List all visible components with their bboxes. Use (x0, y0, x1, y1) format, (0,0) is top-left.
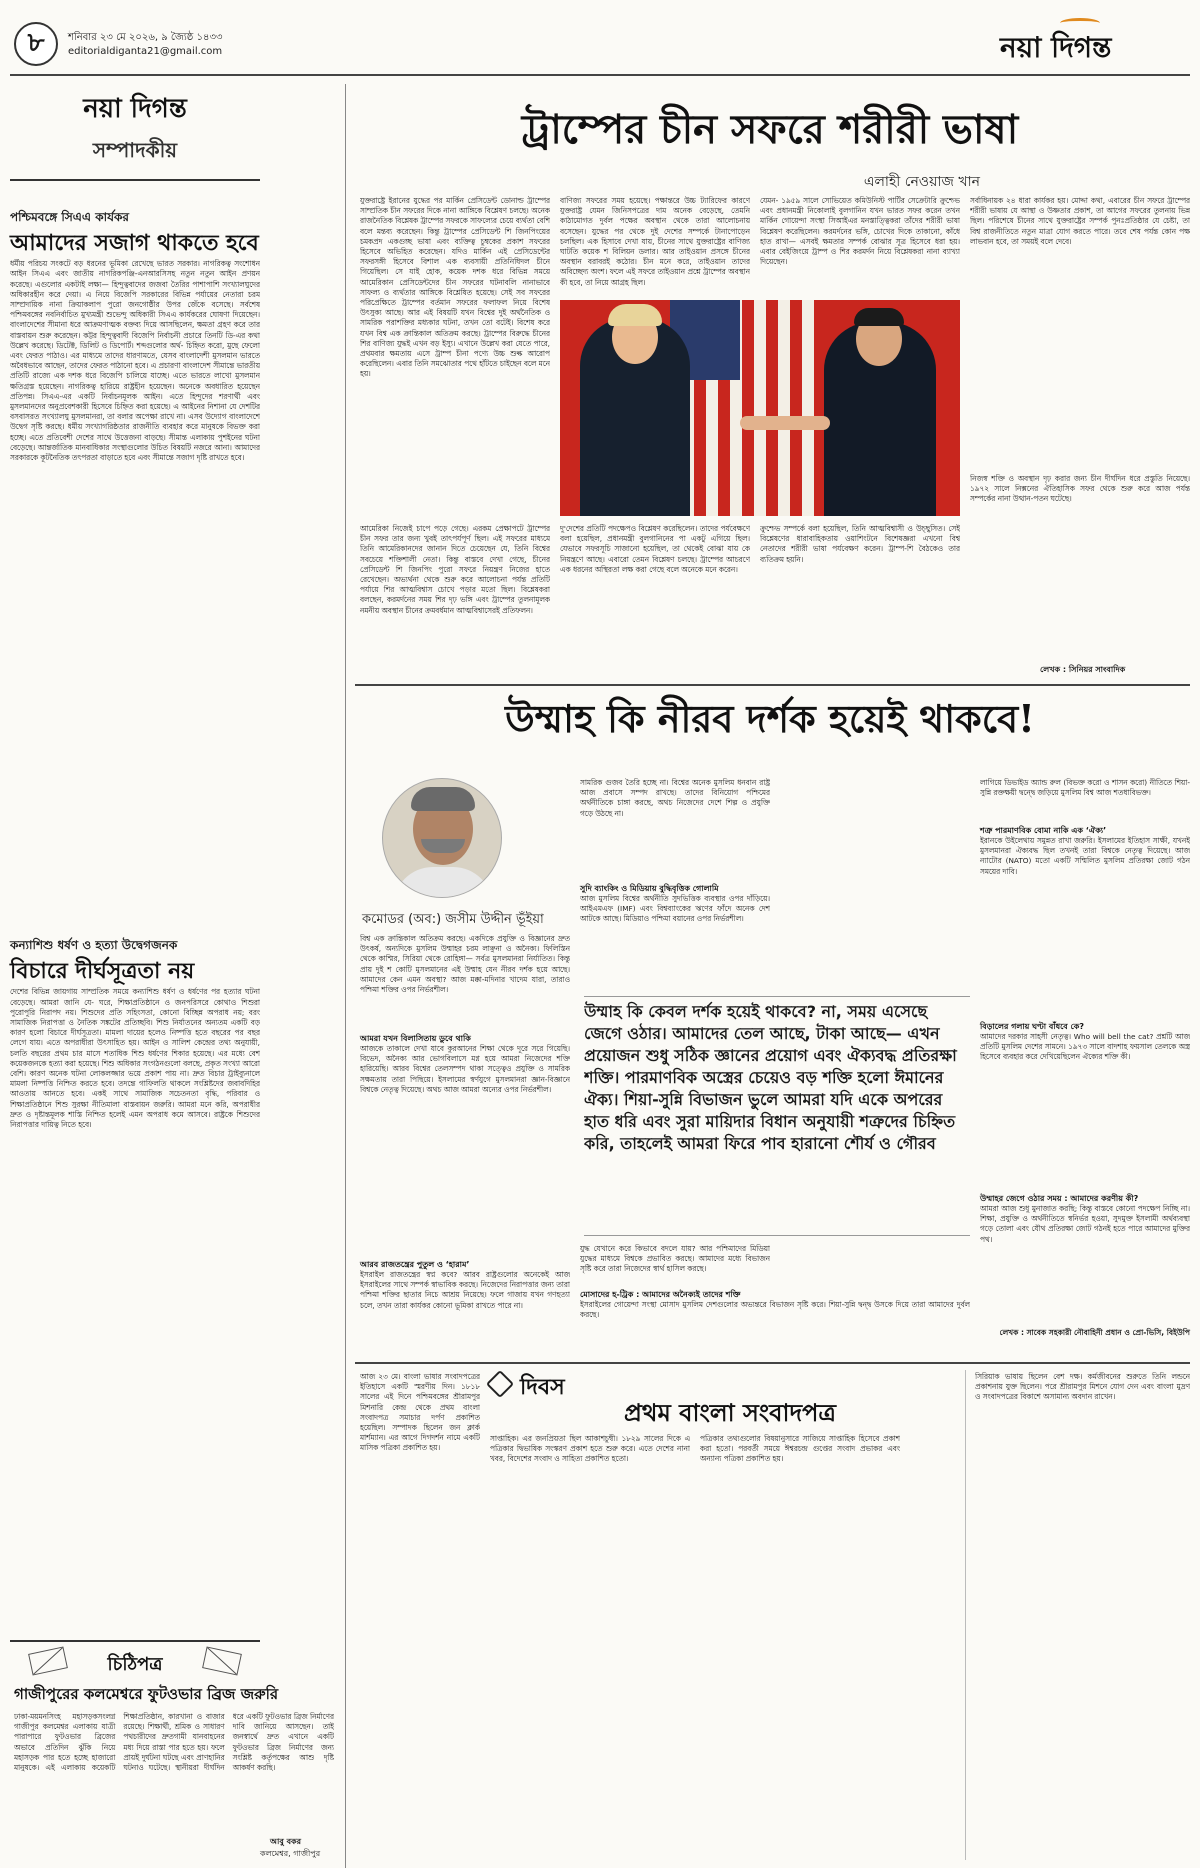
editorial-brand: নয়া দিগন্ত (83, 94, 187, 124)
day-col-2: সাপ্তাহিক। এর জনপ্রিয়তা ছিল আকাশচুম্বী। ১৮২৯ সালের দিকে এ পত্রিকার দ্বিভাষিক সংস্করণ প্রকাশ হতে শুরু করে। এতে দেশের নানা খবর, বিদেশের সংবাদ ও সাহিত্য প্রকাশিত হতো। (490, 1434, 690, 1464)
letter-title: গাজীপুরের কলমেশ্বরে ফুটওভার ব্রিজ জরুরি (14, 1685, 279, 1703)
opinion-subhead-5: শত্রু পারমাণবিক বোমা নাকি এক ‘ঐক্য’ (980, 826, 1107, 835)
opinion-col-2c: যুদ্ধ যেখানে করে কিভাবে বদলে যায়? আর পশ্চিমাদের মিডিয়া যুদ্ধের মাধ্যমে বিশ্বকে প্রভাবিত করছে। আমাদের মধ্যে বিভাজন সৃষ্টি করে তারা নিজেদের স্বার্থ হাসিল করছে। (580, 1244, 770, 1274)
header-brand-logo[interactable] (1000, 26, 1111, 73)
lead-photo-trump-xi-handshake (560, 300, 960, 516)
letters-section-title: চিঠিপত্র (107, 1654, 163, 1675)
letters-top-rule (10, 1640, 260, 1642)
letter-place: কলমেশ্বর, গাজীপুর (260, 1849, 321, 1858)
opinion-subhead-3: সুদি ব্যাংকিং ও মিডিয়ায় বুদ্ধিবৃত্তিক গোলামি (580, 884, 719, 893)
day-column-divider (965, 1370, 966, 1860)
day-col-1: আজ ২৩ মে। বাংলা ভাষার সংবাদপত্রের ইতিহাসে একটি স্মরণীয় দিন। ১৮১৮ সালের এই দিনে পশ্চিমবঙ্গের শ্রীরামপুর মিশনারি কেন্দ্র থেকে প্রথম বাংলা সংবাদপত্র সমাচার দর্পণ প্রকাশিত হয়েছিল। সম্পাদক ছিলেন জন ক্লার্ক মার্শম্যান। এর আগে দিগদর্শন নামে একটি মাসিক পত্রিকা প্রকাশিত হয়। (360, 1372, 480, 1453)
author-shirt (393, 867, 493, 898)
header-email[interactable]: editorialdiganta21@gmail.com (68, 46, 223, 57)
day-col-1-wrap (360, 1372, 480, 1852)
editorial-1-body: ধর্মীয় পরিচয় সংকটে বড় ধরনের ভূমিকা রেখেছে ভারত সরকার। নাগরিকত্ব সংশোধন আইন সিএএ এবং জাতীয় নাগরিকপঞ্জি-এনআরসিসহ নতুন নতুন আইন প্রণয়ন করেছে। এগুলোর একটাই লক্ষ্য— হিন্দুত্ববাদের জজবা তৈরির পাশাপাশি সংখ্যালঘুদের অধিকারহীন করে দেয়া। এ নিয়ে বিজেপি সরকারের বিভিন্ন পর্যায়ের নেতারা চরম সাম্প্রদায়িক নানা ক্রিয়াকলাপ পুরো জনগোষ্ঠীর উপর জেঁকে বসেছে। সর্বশেষ পশ্চিমবঙ্গের নবনির্বাচিত মুখ্যমন্ত্রী শুভেন্দু অধিকারী সিএএ কার্যকরের ঘোষণা দিয়েছেন। বাংলাদেশের সীমানা ধরে আক্রমণাত্মক বক্তব্য দিয়ে আসছিলেন, ক্ষমতা গ্রহণ করে তার বাস্তবায়ন শুরু করেছেন। কট্টর হিন্দুত্ববাদী বিজেপি নির্বাচনী প্রচারে তিনটি ডি-এর কথা উল্লেখ করেছে। ডিটেক্ট, ডিলিট ও ডিপোর্ট। শব্দগুলোর অর্থ- চিহ্নিত করো, মুছে ফেলো এবং ফেরত পাঠাও। এর মাধ্যমে তাদের ধারণামতে, যেসব বাংলাদেশী মুসলমান ভারতে অবৈধভাবে আছেন, তাদের ফেরত পাঠানো হবে। এ প্রচারণা বাংলাদেশ সীমান্তে ভারতীয় প্রতিটি রাজ্যে এক দশক ধরে বিজেপি চালিয়ে যাচ্ছে। এতে ভারতে লাখো মুসলমান ক্ষতিগ্রস্ত হয়েছেন। নাগরিকত্ব হারিয়ে রাষ্ট্রহীন হয়েছেন। অনেকে অবধারিত হয়েছেন প্রতিপন্ন। সিএএ-এর একটি নির্বাচনমূলক আইন। এতে হিন্দুদের শরণার্থী এবং মুসলমানদের অনুপ্রবেশকারী হিসেবে চিহ্নিত করা হয়েছে। এ আইনের নিশানা যে দেশটির বসবাসরত সংখ্যালঘু মুসলমানরা, তা বলার অপেক্ষা রাখে না। এসব উদ্যোগ বাংলাদেশে উদ্বেগ সৃষ্টি করছে। ধর্মীয় সংখ্যাগরিষ্ঠতার রাজনীতি ব্যবহার করে মানুষকে বিভক্ত করা হচ্ছে। এতে প্রতিবেশী দেশের সাথে উত্তেজনা বাড়ছে। সীমান্ত এলাকায় পুশইনের ঘটনা বেড়েছে। আন্তর্জাতিক মানবাধিকার সংস্থাগুলোর উচিত বিষয়টি নজরে আনা। আমাদের সরকারকে কূটনৈতিক তৎপরতা বাড়াতে হবে এবং সীমান্তে সজাগ দৃষ্টি রাখতে হবে। (10, 259, 260, 463)
opinion-col-1c: ইসরাইল রাজতন্ত্রের স্বপ্ন কবে? আরব রাষ্ট্রগুলোর অনেকেই আজ ইসরাইলের সাথে সম্পর্ক স্বাভাবিক করছে। নিজেদের নিরাপত্তার জন্য তারা পশ্চিমা শক্তির ছাতার নিচে আশ্রয় নিয়েছে। ফলে গাজায় যখন গণহত্যা চলে, তখন তারা কার্যকর কোনো ভূমিকা রাখতে পারে না। (360, 1270, 570, 1310)
opinion-col-2b: আজ মুসলিম বিশ্বের অর্থনীতি সুদভিত্তিক ব্যবস্থার ওপর দাঁড়িয়ে। আইএমএফ (IMF) এবং বিশ্বব্যাংকের ঋণের ফাঁদে অনেক দেশ আটকে আছে। মিডিয়াও পশ্চিমা বয়ানের ওপর নির্ভরশীল। (580, 894, 770, 924)
opinion-bottom-rule (355, 1362, 1190, 1364)
lead-col-1: যুক্তরাষ্ট্রে ইরানের যুদ্ধের পর মার্কিন প্রেসিডেন্ট ডোনাল্ড ট্রাম্পের সাম্প্রতিক চীন সফরের দিকে নানা আঙ্গিকে বিশ্লেষণ চলছে। অনেক রাজনৈতিক বিশ্লেষক ট্রাম্পের সফরকে সাফল্যের চেয়ে ব্যর্থতা বেশি বলে মন্তব্য করেছেন। কিন্তু ট্রাম্পের প্রেসিডেন্ট শি জিনপিংয়ের চমকপ্রদ একগুচ্ছ ভাষা এবং ব্যক্তিত্ব চুম্বকের প্রকাশ সফরের হিসেবে অভিহিত করেছেন। যদিও মার্কিন এই প্রেসিডেন্টের সফরসঙ্গী হিসেবে বিশাল এক ব্যবসায়ী প্রতিনিধিদল চীনে গিয়েছিল। সে যাই হোক, কয়েক দশক ধরে বিভিন্ন সময়ে আমেরিকান প্রেসিডেন্টদের চীন সফরের ঘটনাবলি নানাভাবে সাফল্য ও ব্যর্থতার আঙ্গিকে বিশ্লেষিত হয়েছে। সেই সব সফরের পরিপ্রেক্ষিতে ট্রাম্পের বর্তমান সফরের ফলাফল নিয়ে বিশেষ উৎসুক্য আছে। আর এই বিষয়টি যখন বিশ্বের দুই অর্থনৈতিক ও সামরিক পরাশক্তির মধ্যকার ঘটনা, তখন তো বটেই। বিশেষ করে যখন বিশ্ব এক ক্রান্তিকাল অতিক্রম করছে। ট্রাম্পের বিরুদ্ধে চীনের শির বাণিজ্য যুদ্ধই এখন বড় ইস্যু। এখানে উল্লেখ করা যেতে পারে, প্রথমবার ক্ষমতায় এসে ট্রাম্প চীনা পণ্যে উচ্চ শুল্ক আরোপ করেছিলেন। এবার তিনি সমঝোতার পথে হাঁটতে চাইছেন বলে মনে হয়। (360, 196, 550, 379)
lead-col-3b: ক্রুশ্চেভ সম্পর্কে বলা হয়েছিল, তিনি আত্মবিশ্বাসী ও উচ্ছ্বসিত। সেই বিশ্লেষণের ধারাবাহিকতায় ওয়াশিংটনে বিশেষজ্ঞরা এখনো বিশ্ব নেতাদের শরীরী ভাষা পর্যবেক্ষণ করেন। ট্রাম্প-শি বৈঠকেও তার ব্যতিক্রম হয়নি। (760, 524, 960, 564)
author-hair (411, 787, 475, 811)
opinion-col-3b: ইরানকে উইলেথায় সমুন্নত রাখা জরুরি। ইসলামের ইতিহাস সাক্ষী, যখনই মুসলমানরা ঐক্যবদ্ধ ছিল তখনই তারা বিশ্বকে নেতৃত্ব দিয়েছে। আজ ন্যাটোর (NATO) মতো একটি সম্মিলিত মুসলিম প্রতিরক্ষা জোট গঠন সময়ের দাবি। (980, 836, 1190, 876)
lead-col-4b: নিজস্ব শক্তি ও অবস্থান দৃঢ় করার জন্য চীন দীর্ঘদিন ধরে প্রস্তুতি নিয়েছে। ১৯৭২ সালে নিক্সনের ঐতিহাসিক সফর থেকে শুরু করে আজ পর্যন্ত সম্পর্কের নানা উত্থান-পতন ঘটেছে। (970, 474, 1190, 504)
lead-article-title: ট্রাম্পের চীন সফরে শরীরী ভাষা (521, 106, 1019, 153)
opinion-author-note: লেখক : সাবেক সহকারী নৌবাহিনী প্রধান ও প্রো-ভিসি, বিইউপি (999, 1328, 1190, 1337)
letter-body: ঢাকা-ময়মনসিংহ মহাসড়কসংলগ্ন গাজীপুর কলমেশ্বর এলাকায় যাত্রী পারাপারে ফুটওভার ব্রিজের অভাবে প্রতিদিন ঝুঁকি নিয়ে মহাসড়ক পার হতে হচ্ছে হাজারো মানুষকে। এই এলাকায় কয়েকটি শিক্ষাপ্রতিষ্ঠান, কারখানা ও বাজার রয়েছে। শিক্ষার্থী, শ্রমিক ও সাধারণ পথচারীদের দ্রুতগামী যানবাহনের মধ্য দিয়ে রাস্তা পার হতে হয়। ফলে প্রায়ই দুর্ঘটনা ঘটছে এবং প্রাণহানির ঘটনাও ঘটেছে। স্থানীয়রা দীর্ঘদিন ধরে একটি ফুটওভার ব্রিজ নির্মাণের দাবি জানিয়ে আসছেন। তাই জনস্বার্থে দ্রুত এখানে একটি ফুটওভার ব্রিজ নির্মাণের জন্য সংশ্লিষ্ট কর্তৃপক্ষের আশু দৃষ্টি আকর্ষণ করছি। (14, 1712, 334, 1773)
day-col-4: সিরিয়াক ভাষায় ছিলেন বেশ দক্ষ। কর্মজীবনের শুরুতে তিনি লন্ডনে প্রকাশনায় যুক্ত ছিলেন। পরে শ্রীরামপুর মিশনে যোগ দেন এবং বাংলা মুদ্রণ ও সংবাদপত্রের বিকাশে অসামান্য অবদান রাখেন। (975, 1372, 1190, 1402)
day-section-diamond-icon (486, 1370, 514, 1398)
opinion-subhead-2: আরব রাজতন্ত্রের পুতুল ও ‘হারাম’ (360, 1260, 470, 1269)
envelope-left-icon (28, 1646, 68, 1675)
opinion-author-name: কমোডর (অব:) জসীম উদ্দীন ভূঁইয়া (362, 912, 544, 927)
lead-col-4: সর্বাধিনায়ক ২৪ ধারা কার্যকর হয়। মোদ্দা কথা, এবারের চীন সফরে ট্রাম্পের শরীরী ভাষায় যে আস্থা ও উষ্ণতার প্রকাশ, তা আগের সফরের তুলনায় ভিন্ন ছিল। পরিশেষে চীনের সাথে যুক্তরাষ্ট্রের সম্পর্ক পুনঃপ্রতিষ্ঠার যে চেষ্টা, তা বিশ্ব রাজনীতিতে নতুন মাত্রা যোগ করতে পারে। তবে শেষ পর্যন্ত কোন পক্ষ লাভবান হবে, তা সময়ই বলে দেবে। (970, 196, 1190, 246)
main-column-divider (345, 84, 346, 1868)
editorial-divider (10, 179, 260, 181)
envelope-right-icon (202, 1646, 242, 1675)
opinion-subhead-7: উম্মাহর জেগে ওঠার সময় : আমাদের করণীয় কী? (980, 1194, 1139, 1203)
lead-author-note: লেখক : সিনিয়র সাংবাদিক (1040, 665, 1126, 674)
lead-bottom-rule (355, 684, 1190, 686)
opinion-subhead-6: বিড়ালের গলায় ঘণ্টা বাঁধবে কে? (980, 1022, 1085, 1031)
editorial-section-title: সম্পাদকীয় (92, 138, 178, 162)
opinion-article-title: উম্মাহ কি নীরব দর্শক হয়েই থাকবে! (505, 696, 1035, 741)
page-number: ৮ (27, 28, 45, 58)
brand-name: নয়া দিগন্ত (1000, 31, 1112, 64)
photo-hair-right (854, 308, 904, 326)
photo-hair-left (608, 304, 662, 326)
editorial-1-title: আমাদের সজাগ থাকতে হবে (10, 230, 259, 256)
day-section-title: দিবস (520, 1374, 565, 1400)
lead-col-1b: আমেরিকা নিজেই চাপে পড়ে গেছে। এরকম প্রেক্ষাপটে ট্রাম্পের চীন সফর তার জন্য খুবই তাৎপর্যপূর্ণ ছিল। এই সফরের মাধ্যমে তিনি আমেরিকানদের জানান দিতে চেয়েছেন যে, তিনি বিশ্বের সবচেয়ে শক্তিশালী নেতা। কিন্তু বাস্তবে দেখা গেছে, চীনের প্রেসিডেন্ট শি জিনপিং পুরো সফরে নিয়ন্ত্রণ নিজের হাতে রেখেছেন। অভ্যর্থনা থেকে শুরু করে আলোচনা পর্যন্ত প্রতিটি পর্যায়ে শির আত্মবিশ্বাস চোখে পড়ার মতো ছিল। বিশ্লেষকরা বলছেন, করমর্দনের সময় শির দৃঢ় ভঙ্গি এবং ট্রাম্পের তুলনামূলক নমনীয় অবস্থান চীনের ক্রমবর্ধমান আত্মবিশ্বাসেরই প্রতিফলন। (360, 524, 550, 615)
opinion-col-3c: আমাদের দরকার সাহসী নেতৃত্ব। Who will bell the cat? প্রশ্নটি আজ প্রতিটি মুসলিম দেশের সামনে। ১৯৭৩ সালে বাদশাহ ফয়সাল তেলকে অস্ত্র হিসেবে ব্যবহার করে দেখিয়েছিলেন ঐক্যের শক্তি কী। (980, 1032, 1190, 1062)
lead-col-2: বাণিজ্য সফরের সময় হয়েছে। পক্ষান্তরে উচ্চ ট্যারিফের কারণে যুক্তরাষ্ট্র যেমন জিনিসপত্রের দাম অনেক বেড়েছে, তেমনি কাঠামোগত দুর্বল পক্ষের অবস্থান থেকে তারা আলোচনায় বসেছেন। যুদ্ধের পর থেকে দুই দেশের সম্পর্কে টানাপোড়েন চলছিল। এক হিসাবে দেখা যায়, চীনের সাথে যুক্তরাষ্ট্রের বাণিজ্য ঘাটতি কয়েক শ বিলিয়ন ডলার। আর তাইওয়ান প্রসঙ্গে চীনের অবস্থান বরাবরই কঠোর। চীন মনে করে, তাইওয়ান তাদের অবিচ্ছেদ্য অংশ। ফলে এই সফরে তাইওয়ান প্রশ্নে ট্রাম্পের অবস্থান কী হবে, তা নিয়ে আগ্রহ ছিল। (560, 196, 750, 287)
opinion-author-photo (382, 778, 502, 898)
day-col-3: পত্রিকার তথ্যগুলোর বিষয়ানুসারে সাজিয়ে সাপ্তাহিক হিসেবে প্রকাশ করা হতো। পরবর্তী সময়ে ঈশ্বরচন্দ্র গুপ্তের সংবাদ প্রভাকর এবং অন্যান্য পত্রিকা প্রকাশিত হয়। (700, 1434, 900, 1464)
lead-article-author: এলাহী নেওয়াজ খান (863, 174, 980, 190)
editorial-2-title: বিচারে দীর্ঘসূত্রতা নয় (10, 958, 195, 985)
header-date: শনিবার ২৩ মে ২০২৬, ৯ জ্যৈষ্ঠ ১৪৩৩ (68, 32, 223, 43)
opinion-col-3d: আমরা আজ শুধু মুনাজাত করছি; কিন্তু বাস্তবে কোনো পদক্ষেপ নিচ্ছি না। শিক্ষা, প্রযুক্তি ও অর্থনীতিতে স্বনির্ভর হওয়া, সুদমুক্ত ইসলামী অর্থব্যবস্থা গড়ে তোলা এবং যৌথ প্রতিরক্ষা জোট গঠনই হতে পারে আমাদের মুক্তির পথ। (980, 1204, 1190, 1244)
editorial-1-kicker: পশ্চিমবঙ্গে সিএএ কার্যকর (10, 210, 129, 224)
lead-col-3: যেমন- ১৯৫৯ সালে সোভিয়েত কমিউনিস্ট পার্টির সেক্রেটারি ক্রুশ্চেভ এবং প্রধানমন্ত্রী নিকোলাই বুলগানিন যখন ভারত সফর করেন তখন মার্কিন গোয়েন্দা সংস্থা সিআইএর মনস্তাত্ত্বিকরা তাঁদের শরীরী ভাষা বিশ্লেষণ করেছিলেন। করমর্দনের ভঙ্গি, চোখের দিকে তাকানো, কাঁধে হাত রাখা— এসবই ক্ষমতার সম্পর্ক বোঝার সূত্র হিসেবে ধরা হয়। এবার বেইজিংয়ে ট্রাম্প ও শির করমর্দন নিয়ে বিশ্লেষকরা নানা ব্যাখ্যা দিয়েছেন। (760, 196, 960, 267)
opinion-col-2d: ইসরাইলের গোয়েন্দা সংস্থা মোসাদ মুসলিম দেশগুলোর অভ্যন্তরে বিভাজন সৃষ্টি করে। শিয়া-সুন্নি দ্বন্দ্ব উসকে দিয়ে তারা আমাদের দুর্বল করছে। (580, 1300, 970, 1320)
header-rule (10, 74, 1190, 76)
opinion-col-3: লাগিয়ে ডিভাইড অ্যান্ড রুল (বিভক্ত করো ও শাসন করো) নীতিতে শিয়া-সুন্নি রক্তক্ষয়ী দ্বন্দ্বে জড়িয়ে মুসলিম বিশ্ব আজ শতধাবিভক্ত। (980, 778, 1190, 798)
brand-sun-arc-icon (1060, 18, 1100, 28)
editorial-column (10, 84, 260, 1487)
day-article-title: প্রথম বাংলা সংবাদপত্র (623, 1398, 837, 1427)
opinion-subhead-1: আমরা যখন বিলাসিতায় ডুবে থাকি (360, 1034, 471, 1043)
letter-author: আবু বকর (270, 1837, 302, 1846)
page-number-badge (14, 22, 58, 66)
opinion-col-2: সামরিক গুজব তৈরি হচ্ছে না। বিশ্বের অনেক মুসলিম ধনবান রাষ্ট্র আজ প্রবাসে সম্পদ রাখছে। তাদের বিনিয়োগ পশ্চিমের অর্থনীতিকে চাঙ্গা করছে, অথচ নিজেদের দেশে শিল্প ও প্রযুক্তি গড়ে উঠছে না। (580, 778, 770, 818)
editorial-2-kicker: কন্যাশিশু ধর্ষণ ও হত্যা উদ্বেগজনক (10, 938, 178, 953)
editorial-2-body: দেশের বিভিন্ন জায়গায় সাম্প্রতিক সময়ে কন্যাশিশু ধর্ষণ ও ধর্ষণের পর হত্যার ঘটনা বেড়েছে। আমরা জানি যে- ঘরে, শিক্ষাপ্রতিষ্ঠানে ও জনপরিসরে কোথাও শিশুরা পুরোপুরি নিরাপদ নয়। শিশুদের প্রতি সহিংসতা, কোনো বিচ্ছিন্ন অপরাধ নয়; বরং সামাজিক নিরাপত্তা ও নৈতিক সঙ্কটের প্রতিচ্ছবি। শিশু নির্যাতনের অন্যতম একটি বড় কারণ হলো বিচারে দীর্ঘসূত্রতা। মামলা দায়ের হলেও নিষ্পত্তি হতে বছরের পর বছর লেগে যায়। এতে অপরাধীরা উৎসাহিত হয়। আইন ও সালিশ কেন্দ্রের তথ্য অনুযায়ী, চলতি বছরের প্রথম চার মাসে শতাধিক শিশু ধর্ষণের শিকার হয়েছে। এর মধ্যে বেশ কয়েকজনকে হত্যা করা হয়েছে। শিশু অধিকার সংগঠনগুলো বলছে, প্রকৃত সংখ্যা আরো বেশি। কারণ অনেক ঘটনা লোকলজ্জার ভয়ে প্রকাশ পায় না। দ্রুত বিচার ট্রাইব্যুনালে মামলা নিষ্পত্তি নিশ্চিত করতে হবে। তদন্তে গাফিলতি থাকলে সংশ্লিষ্টদের জবাবদিহির আওতায় আনতে হবে। একই সাথে সামাজিক সচেতনতা বৃদ্ধি, পরিবার ও শিক্ষাপ্রতিষ্ঠানে শিশু সুরক্ষা নীতিমালা বাস্তবায়ন জরুরি। আমরা মনে করি, অপরাধীর দ্রুত ও দৃষ্টান্তমূলক শাস্তি নিশ্চিত হলেই এমন অপরাধ কমে আসবে। রাষ্ট্রকে শিশুদের নিরাপত্তার দায়িত্ব নিতে হবে। (10, 987, 260, 1130)
opinion-col-1: বিশ্ব এক ক্রান্তিকাল অতিক্রম করছে। একদিকে প্রযুক্তি ও বিজ্ঞানের দ্রুত উৎকর্ষ, অন্যদিকে মুসলিম উম্মাহর চরম লাঞ্ছনা ও অনৈক্য। ফিলিস্তিন থেকে কাশ্মির, সিরিয়া থেকে রোহিঙ্গা— সর্বত্র মুসলমানরা নির্যাতিত। কিন্তু প্রায় দুই শ কোটি মুসলমানের এই উম্মাহ যেন নীরব দর্শক হয়ে আছে। আমাদের কেন এমন অবস্থা? আজ মক্কা-মদিনার খাদেম যারা, তারাও পশ্চিমা শক্তির ওপর নির্ভরশীল। (360, 934, 570, 995)
opinion-subhead-4: মোসাদের হ-ট্রিক : আমাদের অনৈক্যই তাদের শক্তি (580, 1290, 741, 1299)
opinion-col-1b: আজকে তাকালে দেখা যাবে কুরআনের শিক্ষা থেকে দূরে সরে গিয়েছি। বিভেদ, অনৈক্য আর ভোগবিলাসে মগ্ন হয়ে আমরা নিজেদের শক্তি হারিয়েছি। আরব বিশ্বের তেলসম্পদ থাকা সত্ত্বেও প্রযুক্তি ও সামরিক সক্ষমতায় তারা পিছিয়ে। ইসলামের স্বর্ণযুগে মুসলমানরা জ্ঞান-বিজ্ঞানে বিশ্বকে নেতৃত্ব দিয়েছে। অথচ আজ আমরা অন্যের ওপর নির্ভরশীল। (360, 1044, 570, 1094)
photo-handshake (740, 416, 830, 430)
opinion-pull-quote: উম্মাহ কি কেবল দর্শক হয়েই থাকবে? না, সময় এসেছে জেগে ওঠার। আমাদের তেল আছে, টাকা আছে— এখন প্রয়োজন শুধু সঠিক জ্ঞানের প্রয়োগ এবং ঐক্যবদ্ধ প্রতিরক্ষা শক্তি। পারমাণবিক অস্ত্রের চেয়েও বড় শক্তি হলো ঈমানের ঐক্য। শিয়া-সুন্নি বিভাজন ভুলে আমরা যদি একে অপরের হাত ধরি এবং সুরা মায়িদার বিধান অনুযায়ী শত্রুদের চিহ্নিত করি, তাহলেই আমরা ফিরে পাব হারানো শৌর্য ও গৌরব (584, 996, 970, 1236)
lead-col-2b: দু'দেশের প্রতিটি পদক্ষেপও বিশ্লেষণ করেছিলেন। তাদের পর্যবেক্ষণে বলা হয়েছিল, প্রধানমন্ত্রী বুলগানিনের পা একটু এগিয়ে ছিল। যেভাবে সফরসূচি সাজানো হয়েছিল, তা থেকেই বোঝা যায় কে নিয়ন্ত্রণে আছে। এবারো তেমন বিশ্লেষণ চলছে। ট্রাম্পের আচরণে এক ধরনের অস্থিরতা লক্ষ করা গেছে বলে অনেকে মনে করেন। (560, 524, 750, 574)
